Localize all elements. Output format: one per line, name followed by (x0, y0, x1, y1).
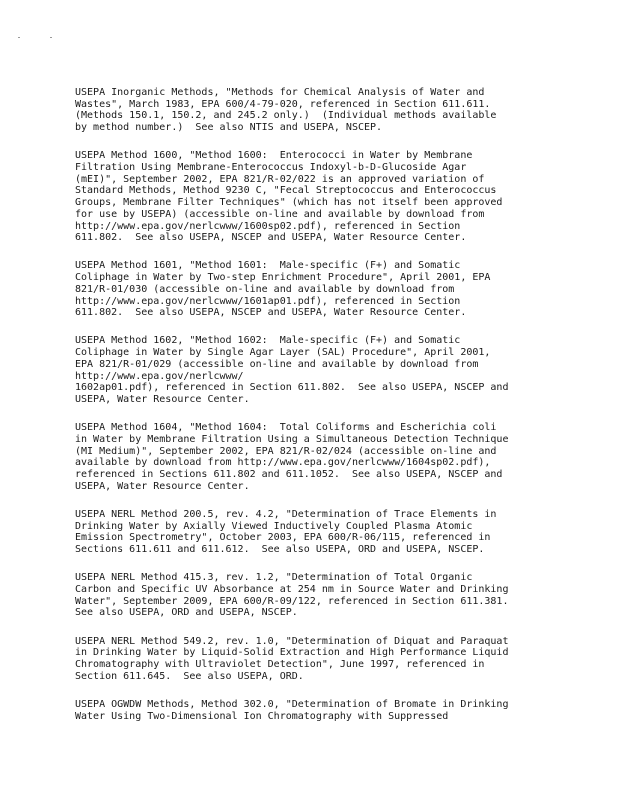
entry-line: Standard Methods, Method 9230 C, "Fecal Streptococcus and Enterococcus (75, 185, 497, 197)
entry-line: Water Using Two-Dimensional Ion Chromatography with Suppressed (75, 710, 449, 722)
entry-line: Groups, Membrane Filter Techniques" (which has not itself been approved (75, 197, 503, 209)
reference-entry (75, 699, 607, 722)
entry-line: 821/R-01/030 (accessible on-line and available by download from (75, 283, 455, 295)
entry-line: USEPA Method 1601, "Method 1601: Male-specific (F+) and Somatic (75, 260, 461, 272)
entry-line: USEPA, Water Resource Center. (75, 393, 250, 405)
entry-line: USEPA Method 1604, "Method 1604: Total Coliforms and Escherichia coli (75, 422, 497, 434)
entry-line: available by download from http://www.epa.gov/nerlcwww/1604sp02.pdf), (75, 457, 491, 469)
entry-line: by method number.) See also NTIS and USEPA, NSCEP. (75, 122, 383, 134)
entry-line: Drinking Water by Axially Viewed Inductively Coupled Plasma Atomic (75, 520, 473, 532)
entry-line: (Methods 150.1, 150.2, and 245.2 only.) (Individual methods available (75, 110, 497, 122)
entry-line: 611.802. See also USEPA, NSCEP and USEPA, Water Resource Center. (75, 307, 467, 319)
reference-entry (75, 509, 607, 556)
entry-line: (MI Medium)", September 2002, EPA 821/R-02/024 (accessible on-line and (75, 445, 497, 457)
entry-line: referenced in Sections 611.802 and 611.1052. See also USEPA, NSCEP and (75, 468, 503, 480)
entry-line: Section 611.645. See also USEPA, ORD. (75, 670, 304, 682)
entry-line: USEPA NERL Method 549.2, rev. 1.0, "Determination of Diquat and Paraquat (75, 635, 509, 647)
entry-line: (mEI)", September 2002, EPA 821/R-02/022 is an approved variation of (75, 173, 485, 185)
reference-entry (75, 87, 607, 134)
entry-line: Chromatography with Ultraviolet Detection", June 1997, referenced in (75, 658, 485, 670)
entry-line: USEPA Method 1600, "Method 1600: Enterococci in Water by Membrane (75, 150, 473, 162)
reference-entry (75, 572, 607, 619)
entry-line: Wastes", March 1983, EPA 600/4-79-020, referenced in Section 611.611. (75, 98, 491, 110)
entry-line: Sections 611.611 and 611.612. See also USEPA, ORD and USEPA, NSCEP. (75, 544, 485, 555)
scan-speck (50, 37, 52, 38)
entry-line: USEPA NERL Method 200.5, rev. 4.2, "Determination of Trace Elements in (75, 508, 497, 520)
entry-line: in Drinking Water by Liquid-Solid Extraction and High Performance Liquid (75, 647, 509, 659)
entry-line: http://www.epa.gov/nerlcwww/1600sp02.pdf), referenced in Section (75, 220, 461, 232)
entry-line: USEPA, Water Resource Center. (75, 480, 250, 492)
document-body (75, 87, 607, 739)
entry-line: USEPA Inorganic Methods, "Methods for Chemical Analysis of Water and (75, 87, 485, 98)
entry-line: in Water by Membrane Filtration Using a Simultaneous Detection Technique (75, 433, 509, 445)
entry-line: http://www.epa.gov/nerlcwww/ (75, 370, 244, 382)
reference-entry (75, 636, 607, 683)
entry-line: EPA 821/R-01/029 (accessible on-line and available by download from (75, 358, 479, 370)
entry-line: Emission Spectrometry", October 2003, EPA 600/R-06/115, referenced in (75, 532, 491, 544)
entry-line: USEPA Method 1602, "Method 1602: Male-specific (F+) and Somatic (75, 335, 461, 347)
reference-entry (75, 335, 607, 405)
reference-entry (75, 150, 607, 244)
entry-line: 611.802. See also USEPA, NSCEP and USEPA, Water Resource Center. (75, 232, 467, 244)
entry-line: Water", September 2009, EPA 600/R-09/122, referenced in Section 611.381. (75, 595, 509, 607)
entry-line: See also USEPA, ORD and USEPA, NSCEP. (75, 607, 298, 619)
reference-entry (75, 422, 607, 492)
entry-line: Filtration Using Membrane-Enterococcus Indoxyl-b-D-Glucoside Agar (75, 162, 467, 174)
entry-line: Carbon and Specific UV Absorbance at 254 nm in Source Water and Drinking (75, 583, 509, 595)
entry-line: 1602ap01.pdf), referenced in Section 611.802. See also USEPA, NSCEP and (75, 382, 509, 394)
scan-speck (18, 37, 20, 38)
entry-line: http://www.epa.gov/nerlcwww/1601ap01.pdf), referenced in Section (75, 295, 461, 307)
entry-line: for use by USEPA) (accessible on-line and available by download from (75, 208, 485, 220)
entry-line: USEPA OGWDW Methods, Method 302.0, "Determination of Bromate in Drinking (75, 698, 509, 710)
entry-line: Coliphage in Water by Two-step Enrichment Procedure", April 2001, EPA (75, 272, 491, 284)
entry-line: Coliphage in Water by Single Agar Layer (SAL) Procedure", April 2001, (75, 347, 491, 359)
entry-line: USEPA NERL Method 415.3, rev. 1.2, "Determination of Total Organic (75, 572, 473, 584)
reference-entry (75, 260, 607, 319)
